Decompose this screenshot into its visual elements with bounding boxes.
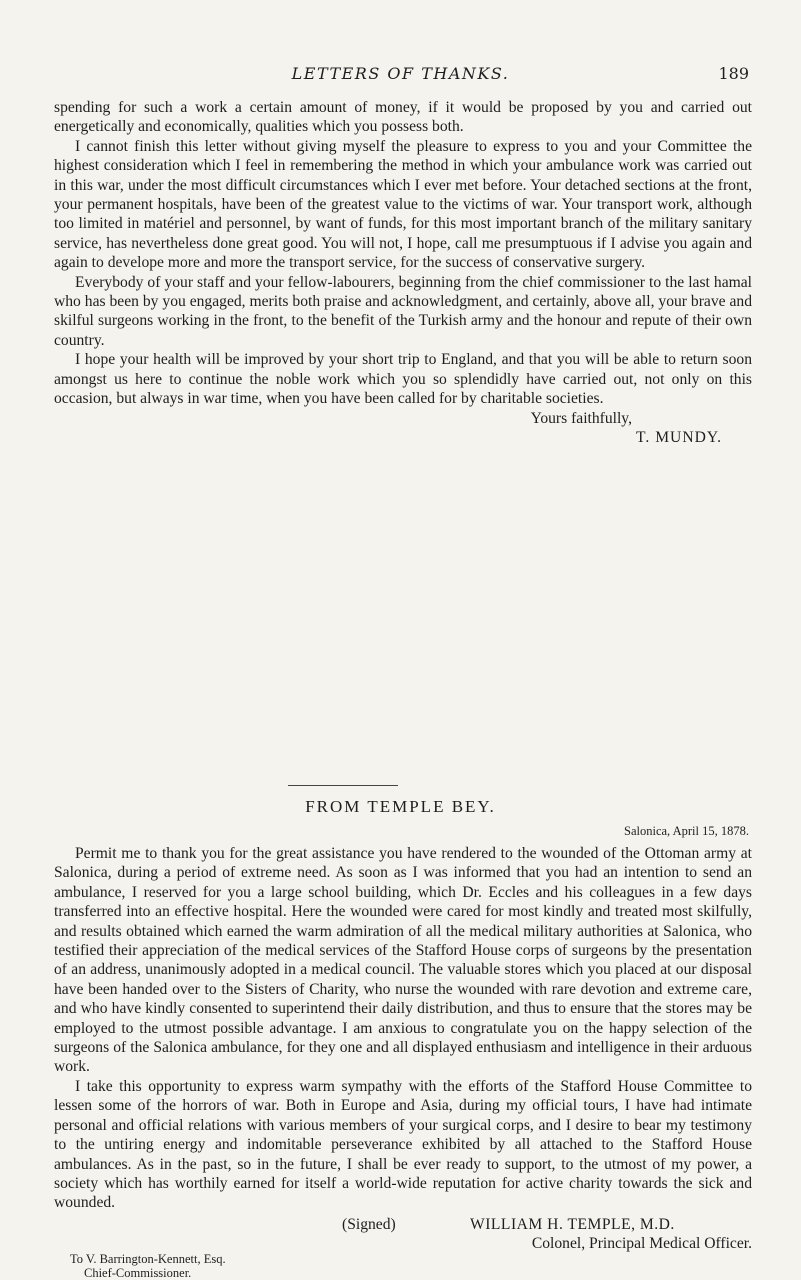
addressee-line: To V. Barrington-Kennett, Esq. (70, 1251, 226, 1266)
paragraph: I hope your health will be improved by your short trip to England, and that you will be able to return soon amongst us here to continue the noble work which you so splendidly have carried out, not only on this occasion, but always in war time, when you have been called for by charitable societies. (54, 351, 752, 408)
signed-label: (Signed) (342, 1215, 396, 1233)
running-title: LETTERS OF THANKS. (291, 64, 510, 83)
paragraph: spending for such a work a certain amount of money, if it would be proposed by you and carried out energetically and economically, qualities which you possess both. (54, 99, 752, 136)
addressee-line: Chief-Commissioner. (84, 1265, 192, 1280)
paragraph: I take this opportunity to express warm sympathy with the efforts of the Stafford House Committee to lessen some of the horrors of war. Both in Europe and Asia, during my official tours, I have had intimate personal and official relations with various members of your surgical corps, and I desire to bear my testimony to the untiring energy and indomitable perseverance exhibited by all attached to the Stafford House ambulances. As in the past, so in the future, I shall be ever ready to support, to the utmost of my power, a society which has worthily earned for itself a world-wide reputation for active charity towards the sick and wounded. (54, 1077, 752, 1212)
signature-title: Colonel, Principal Medical Officer. (531, 1235, 752, 1253)
paragraph: Permit me to thank you for the great assistance you have rendered to the wounded of the Ottoman army at Salonica, during a period of extreme need. As soon as I was informed that you had an intention to send an ambulance, I reserved for you a large school building, which Dr. Eccles and his colleagues in a few days transferred into an effective hospital. Here the wounded were cared for most kindly and treated most skilfully, and results obtained which earned the warm admiration of all the medical military authorities at Salonica, who testified their appreciation of the medical services of the Stafford House corps of surgeons by the presentation of an address, unanimously adopted in a medical council. The valuable stores which you placed at our disposal have been handed over to the Sisters of Charity, who nurse the wounded with rare devotion and extreme care, and who have kindly consented to superintend their daily distribution, and thus to ensure that the stores may be employed to the utmost possible advantage. I am anxious to congratulate you on the happy selection of the surgeons of the Salonica ambulance, for they one and all displayed enthusiasm and intelligence in their arduous work. (54, 845, 752, 1076)
signature-name: WILLIAM H. TEMPLE, M.D. (470, 1215, 675, 1233)
signature-row (54, 1215, 752, 1234)
paragraph: I cannot finish this letter without giving myself the pleasure to express to you and your Committee the highest consideration which I feel in remembering the method in which your ambulance work was carried out in this war, under the most difficult circumstances which I ever met before. Your detached sections at the front, your permanent hospitals, have been of the greatest value to the victims of war. Your transport work, although too limited in matériel and personnel, by want of funds, for this most important branch of the military sanitary service, has nevertheless done great good. You will not, I hope, call me presumptuous if I advise you again and again to develope more and more the transport service, for the success of conservative surgery. (54, 137, 752, 272)
signature: T. MUNDY. (636, 428, 722, 446)
closing: Yours faithfully, (530, 409, 632, 427)
page-number: 189 (718, 64, 749, 83)
section-title: FROM TEMPLE BEY. (305, 797, 496, 816)
running-header (40, 62, 761, 86)
section-divider (288, 785, 398, 786)
dateline: Salonica, April 15, 1878. (624, 824, 749, 838)
letter-mundy (54, 98, 752, 447)
letter-temple (54, 844, 752, 1280)
paragraph: Everybody of your staff and your fellow-labourers, beginning from the chief commissioner to the last hamal who has been by you engaged, merits both praise and acknowledgment, and certainly, above all, your brave and skilful surgeons working in the front, to the benefit of the Turkish army and the honour and repute of their own country. (54, 273, 752, 349)
addressee (54, 1252, 752, 1280)
